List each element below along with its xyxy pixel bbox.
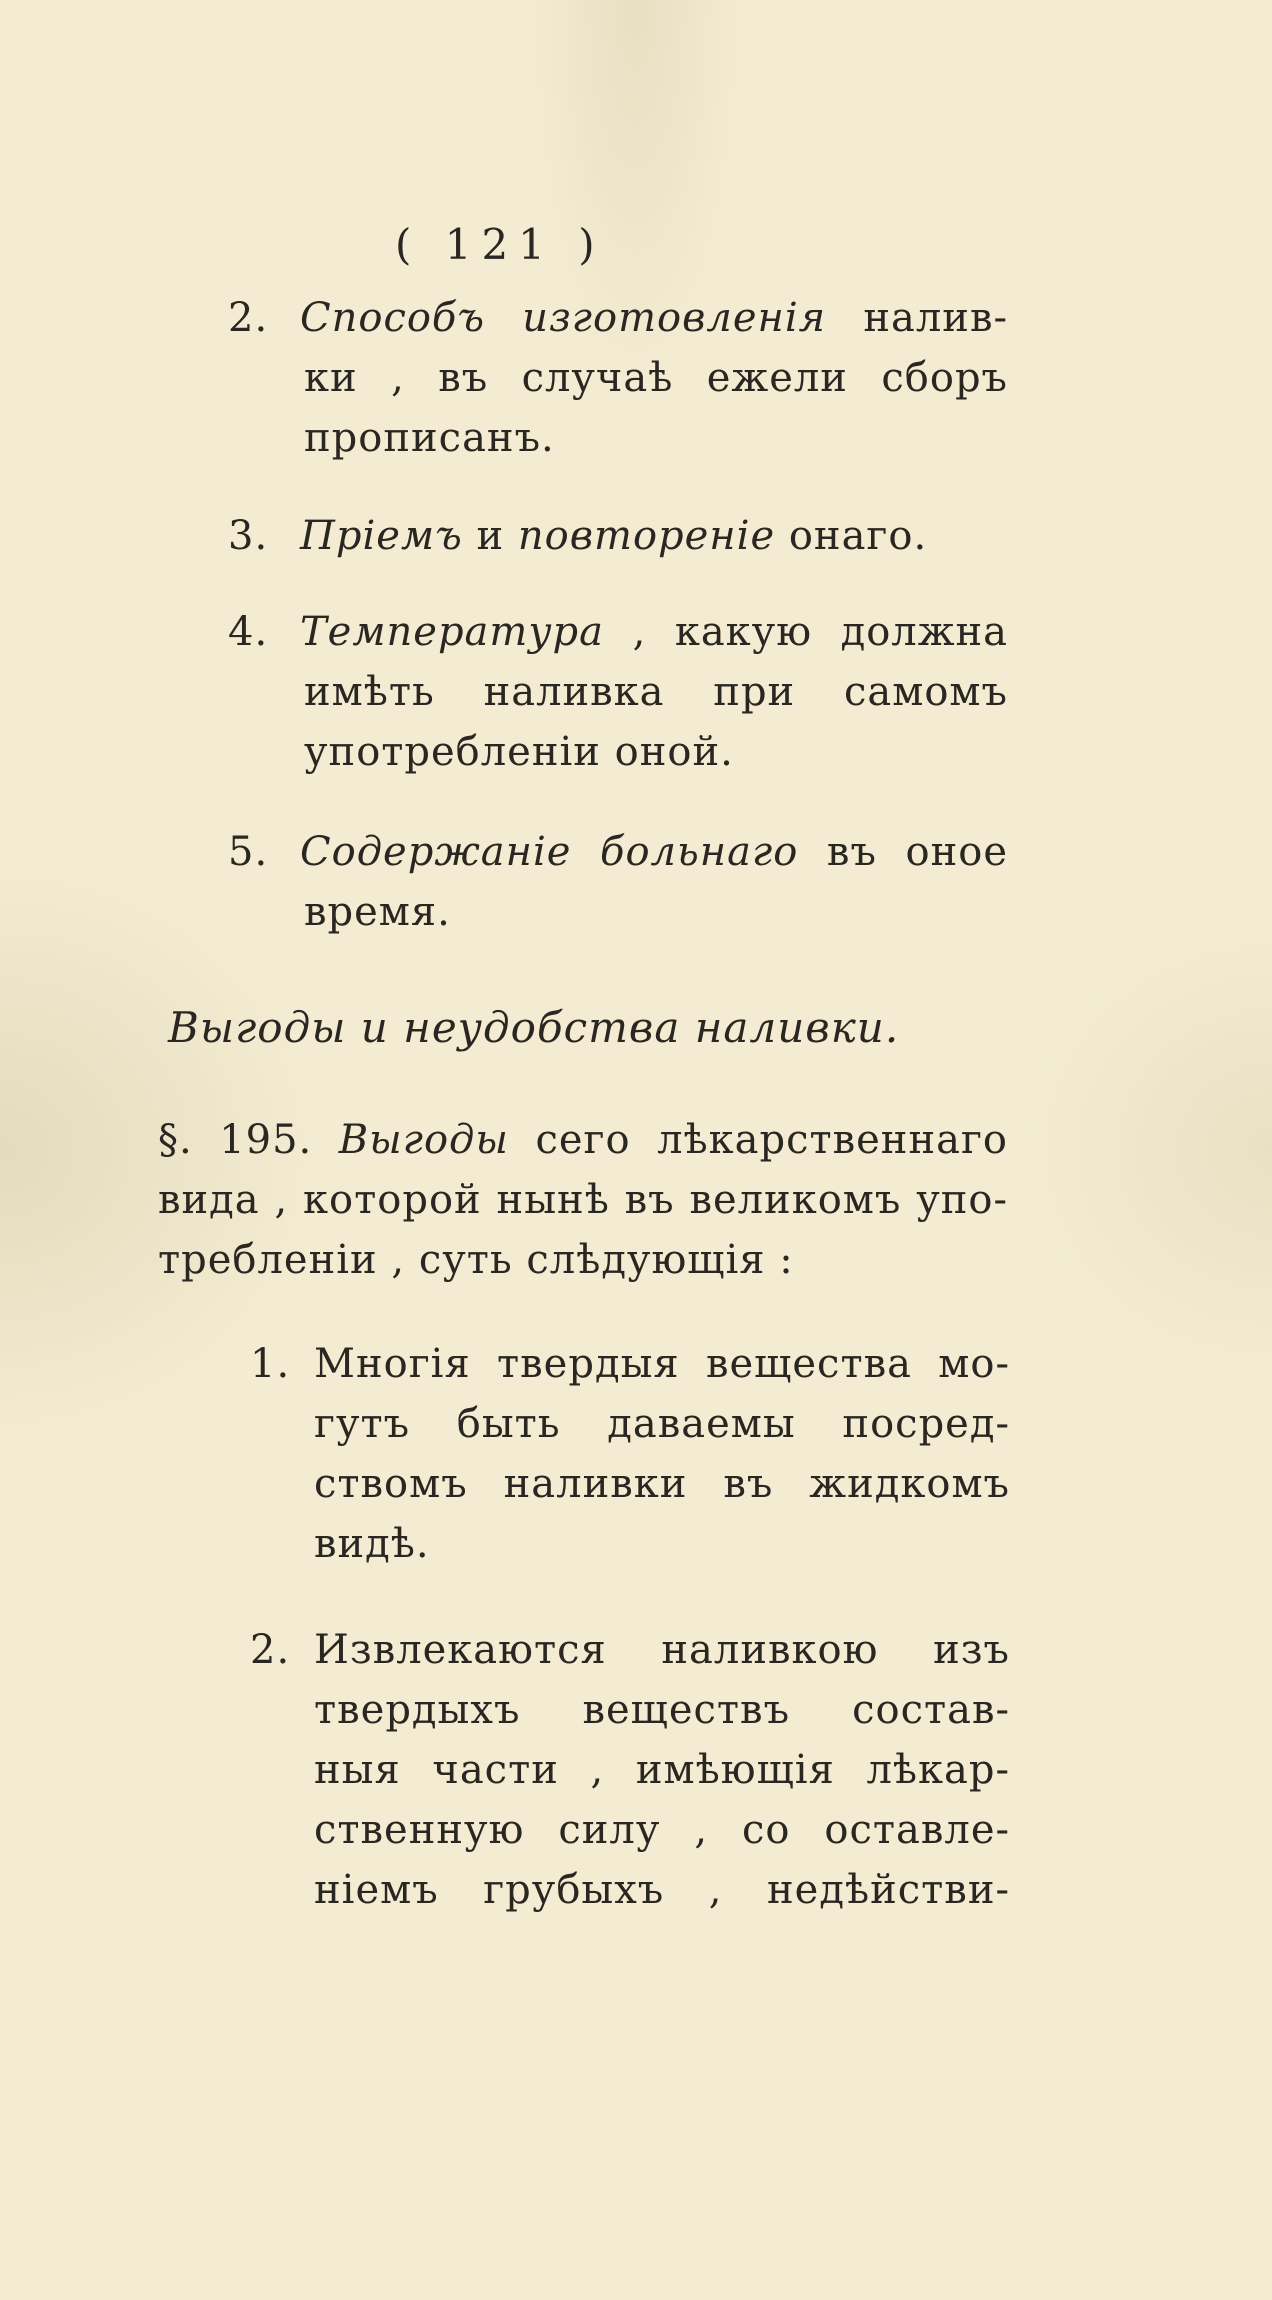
list-item xyxy=(250,1334,1010,1574)
item-line: ніемъ грубыхъ , недѣйстви- xyxy=(314,1867,1010,1913)
item-line: ныя части , имѣющія лѣкар- xyxy=(314,1747,1010,1793)
item-line: ствомъ наливки въ жидкомъ xyxy=(314,1461,1010,1507)
item-title: Содержаніе больнаго xyxy=(300,829,799,875)
paragraph-title: Выгоды xyxy=(338,1117,509,1163)
item-line xyxy=(250,1620,1010,1680)
item-line: ки , въ случаѣ ежели сборъ xyxy=(304,355,1008,401)
item-title: Температура xyxy=(300,609,604,655)
item-line xyxy=(228,822,1008,882)
paragraph-line: требленіи , суть слѣдующія : xyxy=(158,1237,794,1283)
item-line: гутъ быть даваемы посред- xyxy=(314,1401,1010,1447)
item-text: онаго. xyxy=(788,513,928,559)
section-subheading: Выгоды и неудобства наливки. xyxy=(168,1003,900,1052)
item-line xyxy=(228,288,1008,348)
item-line xyxy=(250,1334,1010,1394)
paragraph-line xyxy=(158,1110,1008,1170)
item-text: и xyxy=(476,513,505,559)
item-title: Способъ изготовленія xyxy=(300,295,827,341)
item-line: прописанъ. xyxy=(304,415,555,461)
item-number: 3. xyxy=(228,513,269,559)
item-line xyxy=(228,506,1008,566)
item-text: налив- xyxy=(863,295,1008,341)
item-line: твердыхъ веществъ состав- xyxy=(314,1687,1010,1733)
item-text: Многія твердыя вещества мо- xyxy=(314,1341,1010,1387)
item-line: ственную силу , со оставле- xyxy=(314,1807,1010,1853)
list-item xyxy=(250,1620,1010,1920)
item-line: видѣ. xyxy=(314,1521,430,1567)
item-line: имѣть наливка при самомъ xyxy=(304,669,1008,715)
section-number: §. 195. xyxy=(158,1117,313,1163)
page-header: ( 121 ) xyxy=(395,220,605,269)
item-title: повтореніе xyxy=(517,513,776,559)
item-line: время. xyxy=(304,889,451,935)
item-number: 1. xyxy=(250,1341,291,1387)
paragraph xyxy=(158,1110,1008,1290)
item-title: Пріемъ xyxy=(300,513,463,559)
list-item xyxy=(228,602,1008,782)
item-text: Извлекаются наливкою изъ xyxy=(314,1627,1010,1673)
list-item xyxy=(228,822,1008,942)
item-text: , какую должна xyxy=(632,609,1009,655)
item-line: употребленіи оной. xyxy=(304,729,734,775)
paragraph-text: сего лѣкарственнаго xyxy=(535,1117,1009,1163)
paragraph-line: вида , которой нынѣ въ великомъ упо- xyxy=(158,1177,1008,1223)
item-number: 2. xyxy=(250,1627,291,1673)
item-number: 4. xyxy=(228,609,269,655)
item-number: 5. xyxy=(228,829,269,875)
item-text: въ оное xyxy=(826,829,1008,875)
list-item xyxy=(228,288,1008,468)
item-line xyxy=(228,602,1008,662)
item-number: 2. xyxy=(228,295,269,341)
list-item xyxy=(228,506,1008,566)
